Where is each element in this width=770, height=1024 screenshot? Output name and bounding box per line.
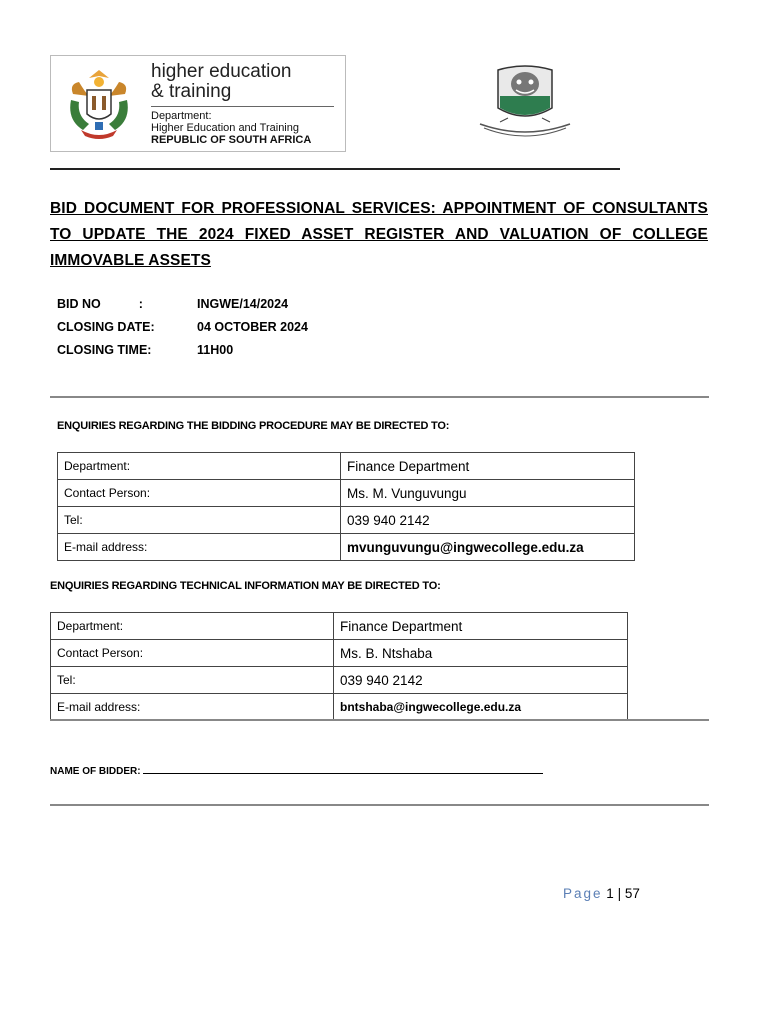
- bidder-name-label: NAME OF BIDDER:: [50, 766, 141, 777]
- table-row: [58, 507, 635, 534]
- logo-dept-label: Department:: [151, 110, 212, 122]
- closing-date-label: CLOSING DATE:: [57, 320, 155, 334]
- table-cell-label: Department:: [51, 613, 334, 640]
- logo-title: higher education: [151, 61, 292, 82]
- table-cell-label: Tel:: [51, 667, 334, 694]
- bid-no-label: BID NO :: [57, 297, 143, 311]
- page-number: [563, 886, 640, 901]
- table-cell-value: Finance Department: [341, 453, 635, 480]
- table-cell-label: Contact Person:: [51, 640, 334, 667]
- table-row: [58, 453, 635, 480]
- bidding-enquiries-table: [57, 452, 635, 561]
- table-cell-label: E-mail address:: [58, 534, 341, 561]
- college-crest-icon: [470, 62, 580, 142]
- table-row: [51, 613, 628, 640]
- page-word: Page: [563, 886, 603, 901]
- logo-subtitle: & training: [151, 81, 232, 102]
- dhet-logo: [50, 55, 346, 152]
- table-cell-label: Tel:: [58, 507, 341, 534]
- email-link[interactable]: mvunguvungu@ingwecollege.edu.za: [341, 534, 635, 561]
- table-row: [51, 667, 628, 694]
- closing-time-value: 11H00: [197, 343, 234, 357]
- table-row: [51, 640, 628, 667]
- logo-dept-name: Higher Education and Training: [151, 122, 299, 134]
- table-cell-value: Ms. B. Ntshaba: [334, 640, 628, 667]
- page-current: 1: [606, 886, 614, 901]
- page-total: 57: [624, 886, 640, 901]
- document-title: BID DOCUMENT FOR PROFESSIONAL SERVICES: APPOINTMENT OF CONSULTANTS TO UPDATE THE 2024 FIXED ASSET REGISTER AND VALUATION OF COLLEGE IMMOVABLE ASSETS: [50, 200, 708, 269]
- table-row: [51, 694, 628, 721]
- table-cell-label: E-mail address:: [51, 694, 334, 721]
- header-divider: [50, 168, 620, 170]
- technical-enquiries-table: [50, 612, 628, 721]
- table-cell-label: Department:: [58, 453, 341, 480]
- closing-time-label: CLOSING TIME:: [57, 343, 152, 357]
- email-link[interactable]: bntshaba@ingwecollege.edu.za: [334, 694, 628, 721]
- table-cell-value: Ms. M. Vunguvungu: [341, 480, 635, 507]
- table-cell-label: Contact Person:: [58, 480, 341, 507]
- table-row: [58, 480, 635, 507]
- logo-divider: [151, 106, 334, 107]
- coat-of-arms-icon: [59, 64, 139, 144]
- technical-enquiries-heading: ENQUIRIES REGARDING TECHNICAL INFORMATION MAY BE DIRECTED TO:: [50, 580, 441, 592]
- page-separator: |: [617, 886, 622, 901]
- bidding-enquiries-heading: ENQUIRIES REGARDING THE BIDDING PROCEDURE MAY BE DIRECTED TO:: [57, 420, 450, 432]
- table-cell-value: 039 940 2142: [334, 667, 628, 694]
- table-row: [58, 534, 635, 561]
- closing-date-value: 04 OCTOBER 2024: [197, 320, 308, 334]
- section-divider: [50, 804, 709, 806]
- section-divider: [50, 396, 709, 398]
- bidder-name-blank[interactable]: [143, 764, 543, 774]
- bidder-name-field[interactable]: [50, 764, 543, 777]
- section-divider: [50, 719, 709, 721]
- table-cell-value: 039 940 2142: [341, 507, 635, 534]
- table-cell-value: Finance Department: [334, 613, 628, 640]
- logo-country: REPUBLIC OF SOUTH AFRICA: [151, 134, 312, 146]
- bid-no-value: INGWE/14/2024: [197, 297, 289, 311]
